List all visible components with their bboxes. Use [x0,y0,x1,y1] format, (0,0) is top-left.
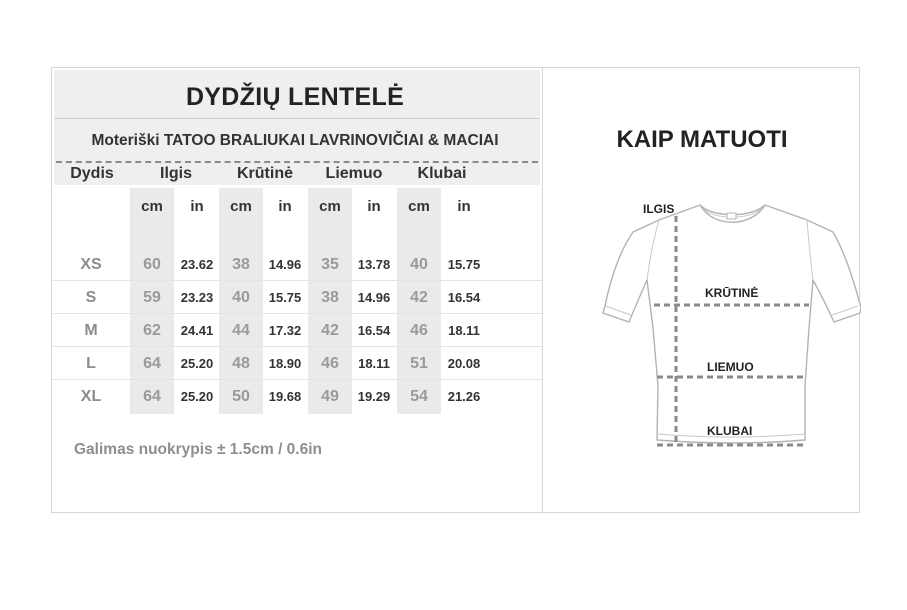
krutine-in: 17.32 [268,323,302,338]
header-krutine: Krūtinė [237,165,293,182]
liemuo-in: 13.78 [357,257,391,272]
krutine-in: 15.75 [268,290,302,305]
table-row [52,347,542,380]
liemuo-label: LIEMUO [707,360,754,374]
unit-ilgis-in: in [190,198,204,215]
klubai-cm: 40 [410,256,428,273]
ilgis-in: 25.20 [180,356,214,371]
table-row [52,248,542,281]
klubai-in: 16.54 [447,290,481,305]
unit-liemuo-in: in [367,198,381,215]
ilgis-in: 25.20 [180,389,214,404]
size-label: XL [80,388,102,405]
size-chart-card [51,67,860,513]
liemuo-cm: 42 [321,322,339,339]
ilgis-cm: 64 [143,388,161,405]
klubai-in: 15.75 [447,257,481,272]
ilgis-in: 23.62 [180,257,214,272]
unit-krutine-in: in [278,198,292,215]
klubai-label: KLUBAI [707,424,753,438]
tshirt-outline [603,205,861,443]
krutine-in: 19.68 [268,389,302,404]
krutine-in: 14.96 [268,257,302,272]
krutine-cm: 50 [232,388,250,405]
product-subtitle: Moteriški TATOO BRALIUKAI LAVRINOVIČIAI & MACIAI [91,132,499,149]
size-table-panel [52,68,542,512]
header-ilgis: Ilgis [159,165,193,182]
dashed-separator [56,161,538,163]
klubai-in: 21.26 [447,389,481,404]
ilgis-in: 24.41 [180,323,214,338]
klubai-in: 20.08 [447,356,481,371]
how-to-measure-title: KAIP MATUOTI [616,126,788,153]
liemuo-in: 14.96 [357,290,391,305]
liemuo-in: 18.11 [358,356,390,371]
tshirt-diagram [543,68,861,514]
klubai-cm: 46 [410,322,428,339]
size-table-grid [52,188,542,418]
size-label: S [85,289,97,306]
size-table-title: DYDŽIŲ LENTELĖ [185,83,405,111]
neck-tag-icon [727,213,736,219]
krutine-cm: 48 [232,355,250,372]
header-dydis: Dydis [70,165,114,182]
size-label: M [84,322,98,339]
klubai-cm: 51 [410,355,428,372]
krutine-cm: 40 [232,289,250,306]
size-label: L [86,355,96,372]
krutine-cm: 38 [232,256,250,273]
liemuo-in: 19.29 [357,389,391,404]
size-label: XS [80,256,102,273]
liemuo-cm: 46 [321,355,339,372]
ilgis-cm: 59 [143,289,161,306]
unit-ilgis-cm: cm [141,198,163,215]
table-row [52,380,542,413]
klubai-cm: 42 [410,289,428,306]
unit-krutine-cm: cm [230,198,252,215]
unit-klubai-in: in [457,198,471,215]
tolerance-note: Galimas nuokrypis ± 1.5cm / 0.6in [74,441,322,458]
unit-klubai-cm: cm [408,198,430,215]
liemuo-cm: 49 [321,388,339,405]
ilgis-label: ILGIS [643,202,675,216]
krutine-in: 18.90 [268,356,302,371]
liemuo-cm: 35 [321,256,339,273]
ilgis-cm: 62 [143,322,161,339]
unit-liemuo-cm: cm [319,198,341,215]
krutine-cm: 44 [232,322,250,339]
header-klubai: Klubai [417,165,467,182]
ilgis-cm: 60 [143,256,161,273]
ilgis-cm: 64 [143,355,161,372]
liemuo-in: 16.54 [357,323,391,338]
table-row [52,281,542,314]
how-to-measure-panel [543,68,861,512]
klubai-in: 18.11 [448,323,480,338]
krutine-label: KRŪTINĖ [705,286,759,300]
header-liemuo: Liemuo [325,165,383,182]
table-row [52,314,542,347]
klubai-cm: 54 [410,388,428,405]
ilgis-in: 23.23 [180,290,214,305]
liemuo-cm: 38 [321,289,339,306]
title-separator [54,118,540,119]
